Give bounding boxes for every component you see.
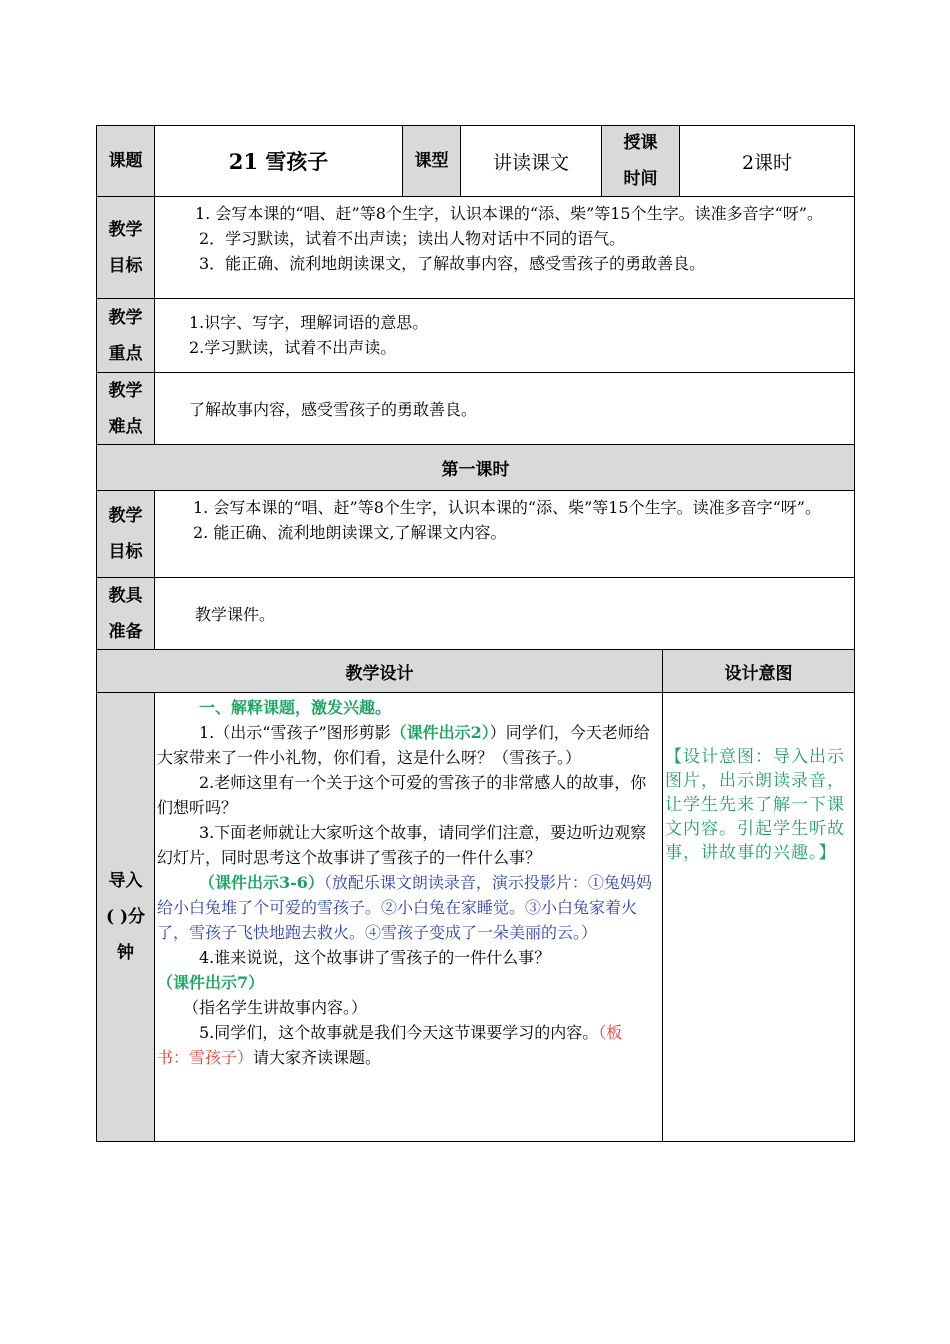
objective-item-3: 3．能正确、流利地朗读课文，了解故事内容，感受雪孩子的勇敢善良。 xyxy=(199,254,706,273)
stage-label-line-2: ( )分 xyxy=(105,907,145,927)
p7-board: （板书：雪孩子） xyxy=(157,1023,623,1067)
p5-text: 4.谁来说说，这个故事讲了雪孩子的一件什么事？ xyxy=(199,948,551,967)
design-paragraph-6: （指名学生讲故事内容。） xyxy=(183,998,368,1017)
design-paragraph-5 xyxy=(157,945,652,995)
tools-text: 教学课件。 xyxy=(195,605,276,624)
intent-text: 【设计意图：导入出示图片，出示朗读录音，让学生先来了解一下课文内容。引起学生听故事，讲故事的兴趣。】 xyxy=(665,747,845,863)
design-paragraph-1 xyxy=(157,720,652,770)
p7-text-a: 5.同学们，这个故事就是我们今天这节课要学习的内容。 xyxy=(199,1023,599,1042)
lesson1-objectives-content xyxy=(154,490,855,578)
key-point-item-1: 1.识字、写字，理解词语的意思。 xyxy=(189,313,429,332)
objective-item-2: 2．学习默读，试着不出声读；读出人物对话中不同的语气。 xyxy=(199,229,626,248)
design-paragraph-2: 2.老师这里有一个关于这个可爱的雪孩子的非常感人的故事，你们想听吗？ xyxy=(157,773,647,817)
lesson1-objective-item-1: 1. 会写本课的“唱、赶”等8个生字，认识本课的“添、柴”等15个生字。读准多音字“呀”。 xyxy=(193,498,821,517)
type-label: 课型 xyxy=(402,125,461,197)
p7-text-b: 请大家齐读课题。 xyxy=(253,1048,382,1067)
type-value: 讲读课文 xyxy=(460,125,602,197)
stage-label xyxy=(96,692,155,1142)
stage-label-line-1: 导入 xyxy=(108,871,143,891)
objective-item-1: 1. 会写本课的“唱、赶”等8个生字，认识本课的“添、柴”等15个生字。读准多音字“呀”。 xyxy=(195,204,823,223)
design-content xyxy=(154,692,663,1142)
intent-content xyxy=(662,692,855,1142)
design-paragraph-7 xyxy=(157,1020,652,1070)
lesson1-objective-item-2: 2. 能正确、流利地朗读课文,了解课文内容。 xyxy=(193,523,507,542)
p4-text: （放配乐课文朗读录音，演示投影片：①兔妈妈给小白兔堆了个可爱的雪孩子。②小白兔在家睡觉。③小白兔家着火了，雪孩子飞快地跑去救火。④雪孩子变成了一朵美丽的云。） xyxy=(157,873,652,942)
topic-value: 21 雪孩子 xyxy=(154,125,403,197)
objectives-label: 教学目标 xyxy=(96,196,155,299)
design-header: 教学设计 xyxy=(96,649,663,693)
tools-content xyxy=(154,577,855,650)
p1-cue: （课件出示2） xyxy=(390,723,490,742)
design-paragraph-4 xyxy=(157,870,652,945)
difficulties-content xyxy=(154,372,855,445)
time-label: 授课时间 xyxy=(601,125,680,197)
key-points-content xyxy=(154,298,855,373)
key-points-label: 教学重点 xyxy=(96,298,155,373)
p5-cue: （课件出示7） xyxy=(157,973,265,992)
difficulties-text: 了解故事内容，感受雪孩子的勇敢善良。 xyxy=(189,400,478,419)
stage-label-line-3: 钟 xyxy=(117,943,134,963)
key-point-item-2: 2.学习默读，试着不出声读。 xyxy=(189,338,397,357)
lesson1-objectives-label: 教学目标 xyxy=(96,490,155,578)
tools-label: 教具准备 xyxy=(96,577,155,650)
p1-text-a: 1.（出示“雪孩子”图形剪影 xyxy=(199,723,391,742)
objectives-content xyxy=(154,196,855,299)
p4-cue: （课件出示3-6） xyxy=(199,873,324,892)
hours-value: 2课时 xyxy=(679,125,855,197)
p1-text-b: ）同学们，今天老师给大家带来了一件小礼物，你们看，这是什么呀？（雪孩子。） xyxy=(157,723,650,767)
lesson1-title: 第一课时 xyxy=(96,444,855,491)
topic-label: 课题 xyxy=(96,125,155,197)
intent-header: 设计意图 xyxy=(662,649,855,693)
difficulties-label: 教学难点 xyxy=(96,372,155,445)
section-title: 一、解释课题，激发兴趣。 xyxy=(199,698,392,717)
design-paragraph-3: 3.下面老师就让大家听这个故事，请同学们注意，要边听边观察幻灯片，同时思考这个故事讲了雪孩子的一件什么事？ xyxy=(157,823,647,867)
